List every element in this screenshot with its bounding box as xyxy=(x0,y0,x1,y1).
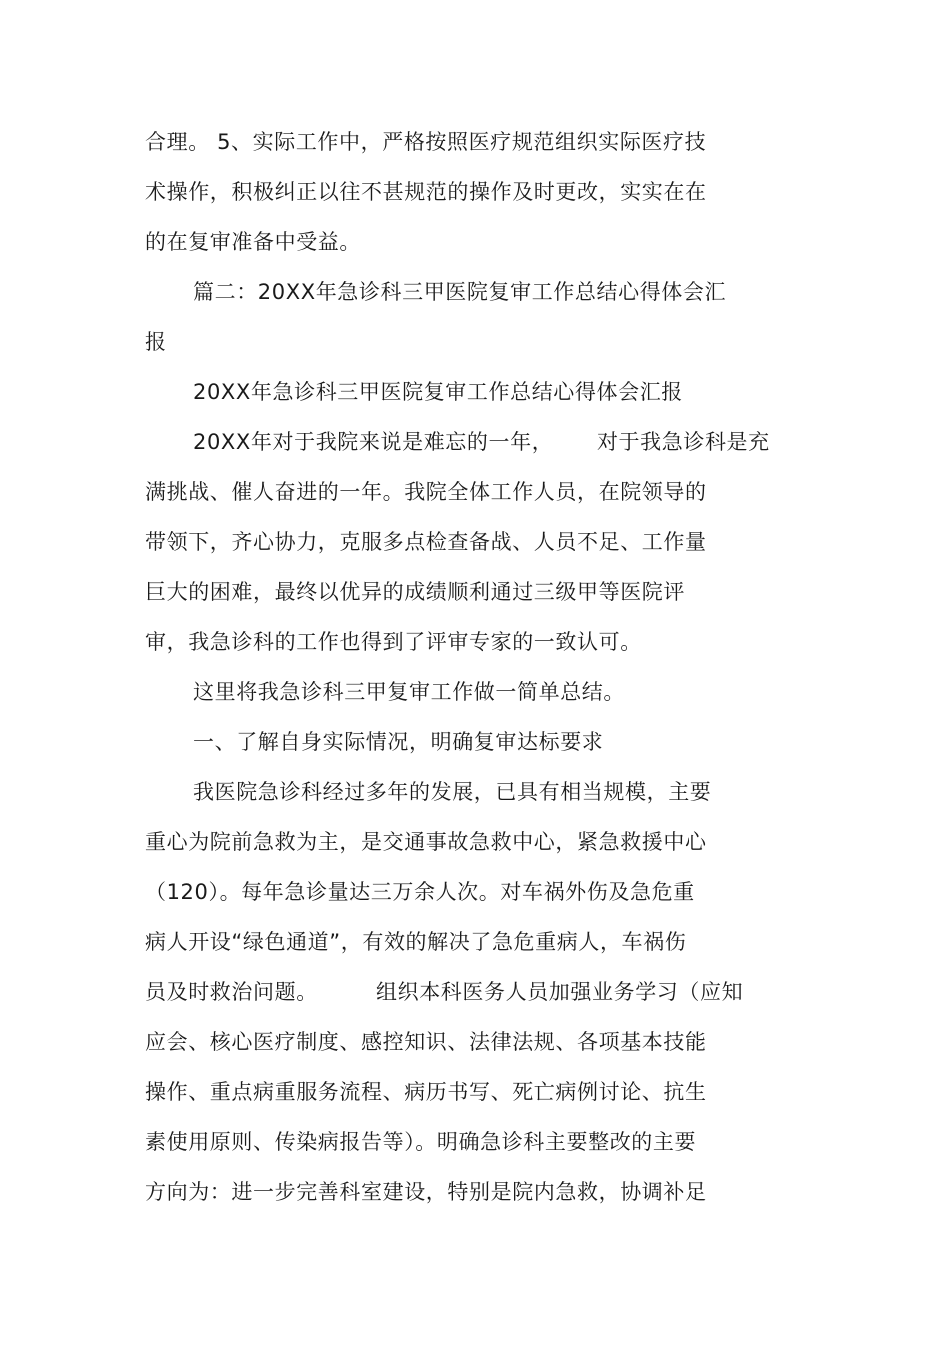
text-line: （120）。每年急诊量达三万余人次。对车祸外伤及急危重 xyxy=(145,880,695,904)
text-line: 满挑战、催人奋进的一年。我院全体工作人员，在院领导的 xyxy=(145,480,707,504)
text-line: 应会、核心医疗制度、感控知识、法律法规、各项基本技能 xyxy=(145,1030,707,1054)
text-line: 操作、重点病重服务流程、病历书写、死亡病例讨论、抗生 xyxy=(145,1080,707,1104)
text-line: 术操作，积极纠正以往不甚规范的操作及时更改，实实在在 xyxy=(145,180,707,204)
article-title: 20XX年急诊科三甲医院复审工作总结心得体会汇报 xyxy=(193,380,683,404)
text-line: 员及时救治问题。 组织本科医务人员加强业务学习（应知 xyxy=(145,980,744,1004)
text-line: 重心为院前急救为主，是交通事故急救中心，紧急救援中心 xyxy=(145,830,707,854)
text-line: 巨大的困难，最终以优异的成绩顺利通过三级甲等医院评 xyxy=(145,580,685,604)
section-heading: 篇二：20XX年急诊科三甲医院复审工作总结心得体会汇 xyxy=(193,280,727,304)
text-line: 合理。 5、实际工作中，严格按照医疗规范组织实际医疗技 xyxy=(145,130,707,154)
section-heading-continued: 报 xyxy=(145,330,167,354)
text-line: 方向为：进一步完善科室建设，特别是院内急救，协调补足 xyxy=(145,1180,707,1204)
subsection-heading: 一、了解自身实际情况，明确复审达标要求 xyxy=(193,730,604,754)
text-line: 20XX年对于我院来说是难忘的一年， 对于我急诊科是充 xyxy=(193,430,770,454)
text-line: 的在复审准备中受益。 xyxy=(145,230,361,254)
text-line: 素使用原则、传染病报告等）。明确急诊科主要整改的主要 xyxy=(145,1130,697,1154)
text-line: 审，我急诊科的工作也得到了评审专家的一致认可。 xyxy=(145,630,642,654)
text-line: 带领下，齐心协力，克服多点检查备战、人员不足、工作量 xyxy=(145,530,707,554)
text-line: 我医院急诊科经过多年的发展，已具有相当规模，主要 xyxy=(193,780,712,804)
text-line: 病人开设“绿色通道”，有效的解决了急危重病人，车祸伤 xyxy=(145,930,687,954)
text-line: 这里将我急诊科三甲复审工作做一简单总结。 xyxy=(193,680,625,704)
